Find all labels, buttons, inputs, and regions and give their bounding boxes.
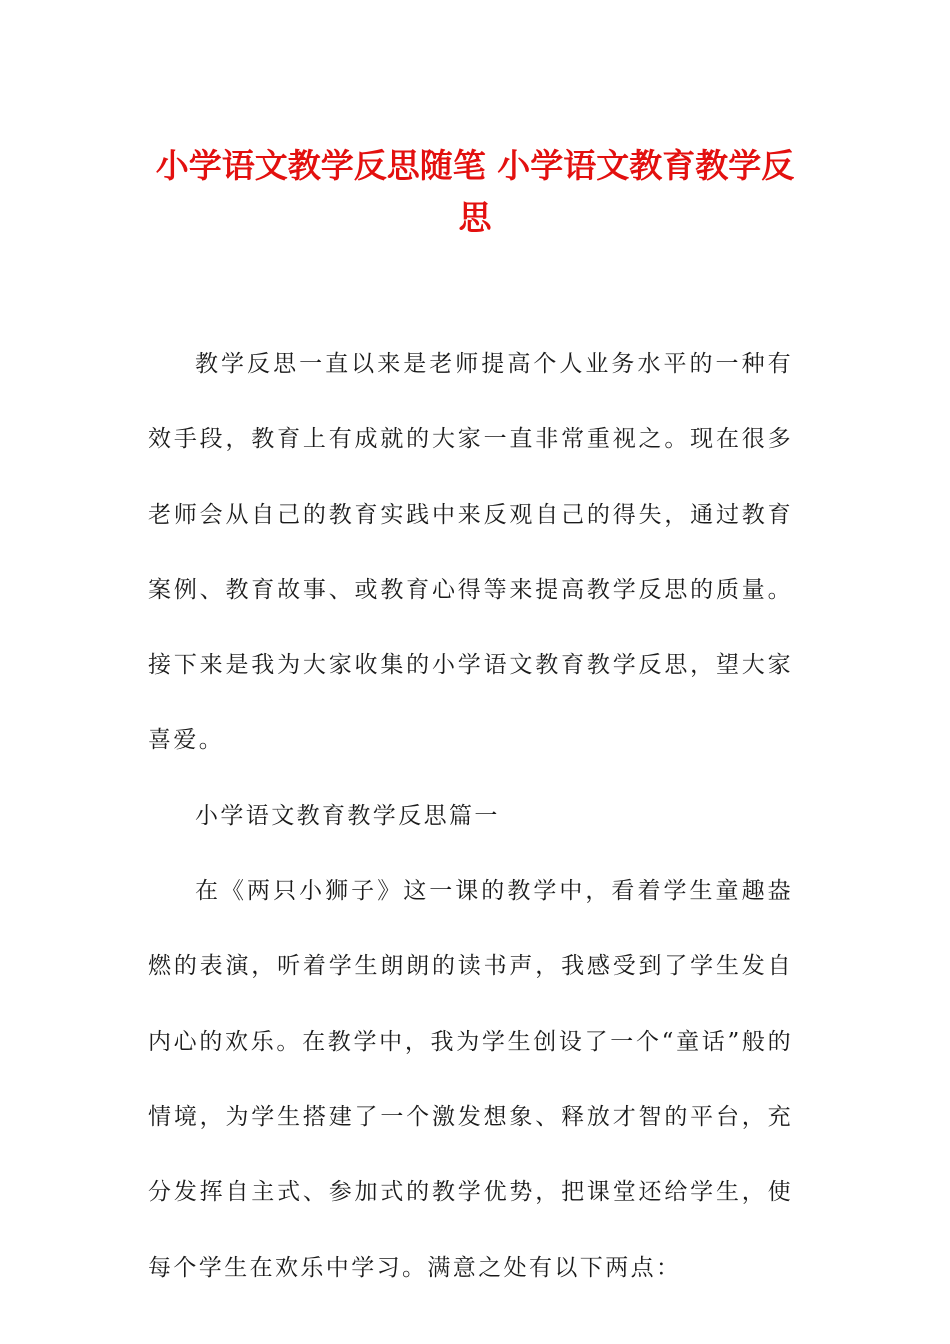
intro-paragraph: 教学反思一直以来是老师提高个人业务水平的一种有效手段，教育上有成就的大家一直非常重视之。现在很多老师会从自己的教育实践中来反观自己的得失，通过教育案例、教育故事、或教育心得等来提高教学反思的质量。接下来是我为大家收集的小学语文教育教学反思，望大家喜爱。	[148, 351, 793, 754]
body-paragraph: 在《两只小狮子》这一课的教学中，看着学生童趣盎燃的表演，听着学生朗朗的读书声，我感受到了学生发自内心的欢乐。在教学中，我为学生创设了一个“童话”般的情境，为学生搭建了一个激发想象、释放才智的平台，充分发挥自主式、参加式的教学优势，把课堂还给学生，使每个学生在欢乐中学习。满意之处有以下两点：	[148, 878, 793, 1281]
document-body	[148, 327, 793, 1306]
section-heading: 小学语文教育教学反思篇一	[195, 802, 500, 829]
document-title: 小学语文教学反思随笔 小学语文教育教学反思	[155, 146, 795, 237]
